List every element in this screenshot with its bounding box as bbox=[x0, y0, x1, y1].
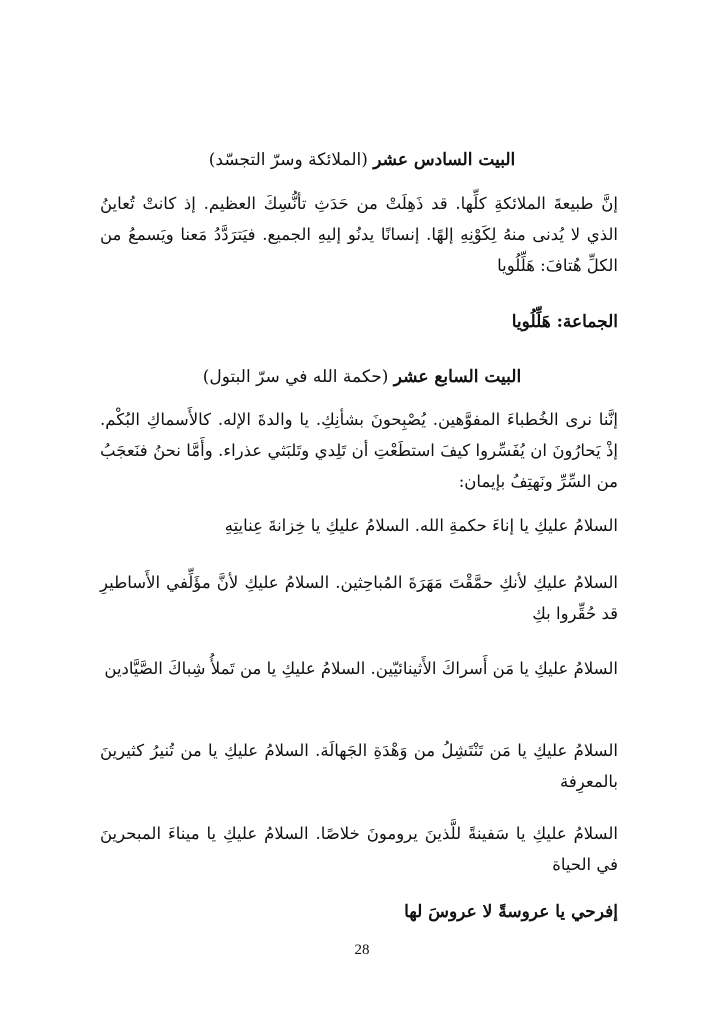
salutation-line-1: السلامُ عليكِ يا إناءَ حكمةِ الله. السلامُ عليكِ يا خِزانةَ عِنايتِهِ bbox=[224, 516, 618, 535]
section-heading-17 bbox=[90, 365, 634, 389]
salutation-line-3: السلامُ عليكِ يا مَن أَسراكَ الأَثينائيّين. السلامُ عليكِ يا من تَملأُ شِباكَ الصَّيَّادين bbox=[104, 659, 618, 678]
salutation-line-5: السلامُ عليكِ يا سَفينةً للَّذينَ يرومونَ خلاصًا. السلامُ عليكِ يا ميناءَ المبحرينَ في الحياة bbox=[100, 824, 618, 874]
salutation-line-4: السلامُ عليكِ يا مَن تَنْتَشِلُ من وَهْدَةِ الجَهالَة. السلامُ عليكِ يا من تُنيرُ كثيرينَ بالمعرِفة bbox=[100, 741, 618, 791]
paragraph-orators: إنَّنا نرى الخُطباءَ المفوَّهين. يُصْبِحونَ بشأنِكِ. يا والدةَ الإله. كالأَسماكِ البُكْم. إذْ يَحارُونَ ان يُفَسِّروا كيفَ استطَعْتِ أن تَلِدي وتَلبَثي عذراء. وأَمَّا نحنُ فنَعجَبُ من السِّرِّ ونَهتِفُ بإيمان: bbox=[100, 410, 618, 491]
salutation-line-2: السلامُ عليكِ لأنكِ حمَّقْتَ مَهَرَةَ المُباحِثين. السلامُ عليكِ لأنَّ مؤَلِّفي الأَساطيرِ قد حُقِّروا بكِ bbox=[100, 573, 618, 623]
refrain-line: إفرحي يا عروسةً لا عروسَ لها bbox=[404, 902, 618, 922]
section-heading-17-title: البيت السابع عشر bbox=[393, 367, 522, 387]
page-number: 28 bbox=[354, 942, 370, 958]
chorus-line: الجماعة: هَلِّلُويا bbox=[511, 312, 618, 332]
section-heading-16-subtitle: (الملائكة وسرّ التجسّد) bbox=[208, 150, 368, 170]
section-heading-16 bbox=[90, 148, 634, 172]
section-heading-17-subtitle: (حكمة الله في سرّ البتول) bbox=[202, 367, 389, 387]
paragraph-angels: إنَّ طبيعةَ الملائكةِ كلِّها. قد ذَهِلَتْ من حَدَثِ تأنُّسِكَ العظيم. إذ كانتْ تُعاينُ الذي لا يُدنى منهُ لِكَوْنِهِ إلهًا. إنسانًا يدنُو إليهِ الجميع. فيَترَدَّدُ مَعنا ويَسمعُ من الكلِّ هُتافَ: هَلِّلُويا bbox=[100, 194, 618, 275]
section-heading-16-title: البيت السادس عشر bbox=[373, 150, 516, 170]
